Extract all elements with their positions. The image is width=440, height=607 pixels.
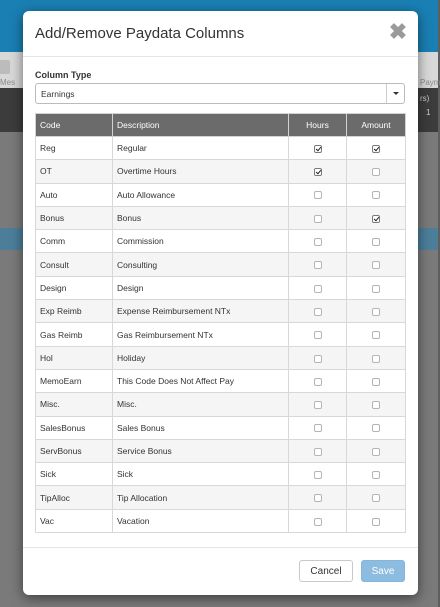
- dialog-header: [23, 11, 418, 57]
- table-row: [36, 416, 406, 439]
- code-cell: Sick: [36, 463, 113, 486]
- table-row: [36, 276, 406, 299]
- column-type-value: Earnings: [41, 89, 75, 99]
- description-cell: Overtime Hours: [113, 160, 289, 183]
- code-cell: Auto: [36, 183, 113, 206]
- table-row: [36, 183, 406, 206]
- background-dark-bar-right: [418, 88, 438, 132]
- code-cell: Misc.: [36, 393, 113, 416]
- cancel-button[interactable]: Cancel: [299, 560, 353, 582]
- hours-checkbox[interactable]: [314, 424, 322, 432]
- amount-checkbox[interactable]: [372, 331, 380, 339]
- description-cell: Bonus: [113, 206, 289, 229]
- dialog-footer: [23, 547, 418, 595]
- description-cell: Gas Reimbursement NTx: [113, 323, 289, 346]
- hours-checkbox[interactable]: [314, 238, 322, 246]
- hours-checkbox[interactable]: [314, 168, 322, 176]
- table-row: [36, 439, 406, 462]
- table-row: [36, 253, 406, 276]
- amount-checkbox[interactable]: [372, 494, 380, 502]
- amount-checkbox[interactable]: [372, 145, 380, 153]
- save-button[interactable]: Save: [361, 560, 405, 582]
- hours-cell: [289, 486, 347, 509]
- description-cell: Regular: [113, 137, 289, 160]
- hours-checkbox[interactable]: [314, 448, 322, 456]
- close-icon[interactable]: ✖: [388, 19, 408, 44]
- amount-cell: [347, 206, 406, 229]
- code-cell: TipAlloc: [36, 486, 113, 509]
- hours-cell: [289, 183, 347, 206]
- amount-cell: [347, 486, 406, 509]
- table-row: [36, 486, 406, 509]
- code-cell: Gas Reimb: [36, 323, 113, 346]
- amount-checkbox[interactable]: [372, 355, 380, 363]
- table-row: [36, 346, 406, 369]
- amount-cell: [347, 439, 406, 462]
- table-row: [36, 393, 406, 416]
- paydata-columns-dialog: [23, 11, 418, 595]
- amount-cell: [347, 463, 406, 486]
- amount-checkbox[interactable]: [372, 308, 380, 316]
- background-left-panel: [0, 52, 24, 132]
- description-cell: Holiday: [113, 346, 289, 369]
- column-type-label: Column Type: [35, 70, 92, 80]
- amount-checkbox[interactable]: [372, 378, 380, 386]
- hours-checkbox[interactable]: [314, 331, 322, 339]
- amount-checkbox[interactable]: [372, 285, 380, 293]
- table-row: [36, 137, 406, 160]
- hours-checkbox[interactable]: [314, 471, 322, 479]
- description-cell: Misc.: [113, 393, 289, 416]
- description-cell: Tip Allocation: [113, 486, 289, 509]
- amount-checkbox[interactable]: [372, 215, 380, 223]
- amount-cell: [347, 300, 406, 323]
- code-cell: Comm: [36, 230, 113, 253]
- amount-cell: [347, 137, 406, 160]
- code-cell: ServBonus: [36, 439, 113, 462]
- amount-checkbox[interactable]: [372, 168, 380, 176]
- code-cell: Hol: [36, 346, 113, 369]
- code-cell: Consult: [36, 253, 113, 276]
- code-cell: MemoEarn: [36, 369, 113, 392]
- hours-cell: [289, 160, 347, 183]
- amount-cell: [347, 416, 406, 439]
- hours-cell: [289, 393, 347, 416]
- hours-cell: [289, 369, 347, 392]
- column-type-select[interactable]: [35, 83, 405, 104]
- hours-checkbox[interactable]: [314, 145, 322, 153]
- hours-checkbox[interactable]: [314, 308, 322, 316]
- amount-cell: [347, 346, 406, 369]
- hours-checkbox[interactable]: [314, 518, 322, 526]
- column-header-amount: Amount: [347, 114, 406, 137]
- amount-cell: [347, 393, 406, 416]
- background-fragment-right-3: 1: [426, 108, 431, 117]
- description-cell: Sales Bonus: [113, 416, 289, 439]
- table-row: [36, 463, 406, 486]
- description-cell: Sick: [113, 463, 289, 486]
- amount-cell: [347, 323, 406, 346]
- amount-checkbox[interactable]: [372, 424, 380, 432]
- table-row: [36, 160, 406, 183]
- description-cell: Design: [113, 276, 289, 299]
- background-tab: [0, 60, 10, 74]
- amount-cell: [347, 509, 406, 532]
- hours-checkbox[interactable]: [314, 378, 322, 386]
- table-row: [36, 206, 406, 229]
- hours-cell: [289, 346, 347, 369]
- table-row: [36, 369, 406, 392]
- chevron-down-icon[interactable]: [386, 84, 404, 103]
- background-fragment-left: Mes: [0, 78, 16, 87]
- hours-cell: [289, 300, 347, 323]
- background-fragment-right-2: rs): [420, 94, 430, 103]
- amount-checkbox[interactable]: [372, 471, 380, 479]
- table-row: [36, 323, 406, 346]
- hours-cell: [289, 323, 347, 346]
- background-fragment-right: Paym: [420, 78, 440, 87]
- description-cell: Commission: [113, 230, 289, 253]
- hours-cell: [289, 206, 347, 229]
- amount-cell: [347, 183, 406, 206]
- table-row: [36, 300, 406, 323]
- table-row: [36, 230, 406, 253]
- amount-cell: [347, 276, 406, 299]
- amount-checkbox[interactable]: [372, 448, 380, 456]
- column-header-description: Description: [113, 114, 289, 137]
- hours-cell: [289, 463, 347, 486]
- dialog-title: Add/Remove Paydata Columns: [35, 25, 245, 42]
- code-cell: OT: [36, 160, 113, 183]
- hours-cell: [289, 416, 347, 439]
- amount-checkbox[interactable]: [372, 191, 380, 199]
- hours-checkbox[interactable]: [314, 191, 322, 199]
- code-cell: Exp Reimb: [36, 300, 113, 323]
- hours-cell: [289, 230, 347, 253]
- hours-cell: [289, 253, 347, 276]
- hours-cell: [289, 509, 347, 532]
- amount-cell: [347, 253, 406, 276]
- hours-cell: [289, 276, 347, 299]
- code-cell: SalesBonus: [36, 416, 113, 439]
- amount-cell: [347, 230, 406, 253]
- amount-checkbox[interactable]: [372, 518, 380, 526]
- paydata-table: [35, 113, 406, 533]
- column-header-hours: Hours: [289, 114, 347, 137]
- description-cell: Consulting: [113, 253, 289, 276]
- amount-cell: [347, 160, 406, 183]
- hours-checkbox[interactable]: [314, 401, 322, 409]
- code-cell: Reg: [36, 137, 113, 160]
- description-cell: Auto Allowance: [113, 183, 289, 206]
- table-row: [36, 509, 406, 532]
- description-cell: Expense Reimbursement NTx: [113, 300, 289, 323]
- description-cell: Vacation: [113, 509, 289, 532]
- code-cell: Bonus: [36, 206, 113, 229]
- hours-cell: [289, 137, 347, 160]
- table-header-row: [36, 114, 406, 137]
- amount-checkbox[interactable]: [372, 261, 380, 269]
- description-cell: Service Bonus: [113, 439, 289, 462]
- hours-checkbox[interactable]: [314, 261, 322, 269]
- description-cell: This Code Does Not Affect Pay: [113, 369, 289, 392]
- amount-checkbox[interactable]: [372, 238, 380, 246]
- hours-cell: [289, 439, 347, 462]
- column-header-code: Code: [36, 114, 113, 137]
- hours-checkbox[interactable]: [314, 215, 322, 223]
- amount-checkbox[interactable]: [372, 401, 380, 409]
- amount-cell: [347, 369, 406, 392]
- background-dark-bar: [0, 88, 24, 132]
- background-right-panel: [418, 52, 438, 132]
- hours-checkbox[interactable]: [314, 285, 322, 293]
- code-cell: Vac: [36, 509, 113, 532]
- hours-checkbox[interactable]: [314, 494, 322, 502]
- code-cell: Design: [36, 276, 113, 299]
- hours-checkbox[interactable]: [314, 355, 322, 363]
